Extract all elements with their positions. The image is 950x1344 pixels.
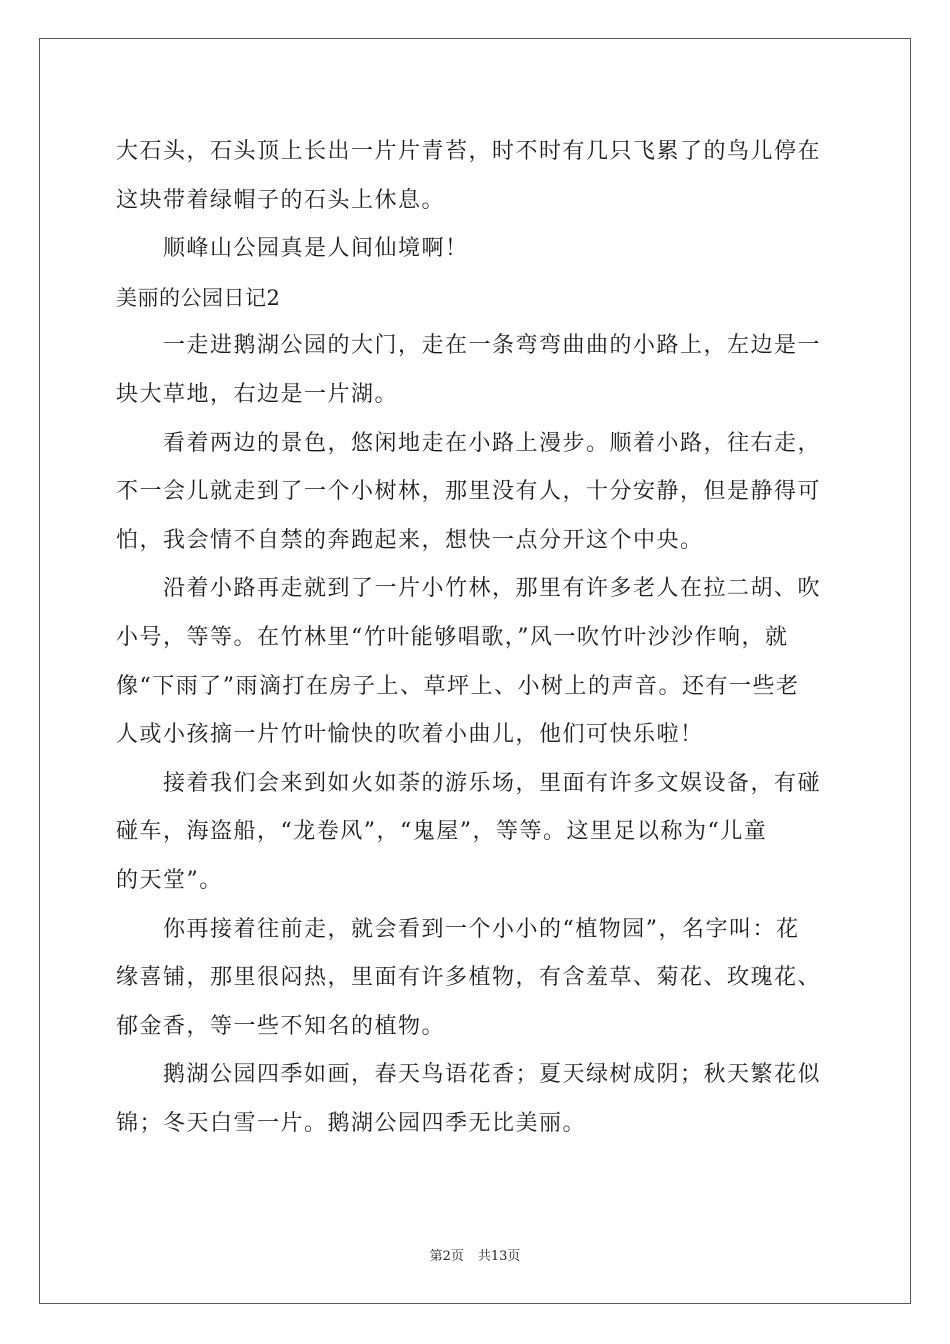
text-line: 接着我们会来到如火如荼的游乐场，里面有许多文娱设备，有碰 (163, 770, 822, 796)
document-body (116, 128, 836, 1148)
text-line: 一走进鹅湖公园的大门，走在一条弯弯曲曲的小路上，左边是一 (163, 333, 822, 359)
page-number: 第2页 (429, 1249, 464, 1264)
text-line: 鹅湖公园四季如画，春天鸟语花香；夏天绿树成阴；秋天繁花似 (163, 1062, 822, 1088)
section-heading: 美丽的公园日记2 (116, 285, 281, 310)
text-line: 块大草地，右边是一片湖。 (116, 381, 399, 407)
text-line: 大石头，石头顶上长出一片片青苔，时不时有几只飞累了的鸟儿停在 (116, 139, 822, 164)
text-line: 小号，等等。在竹林里“竹叶能够唱歌，”风一吹竹叶沙沙作响，就 (116, 624, 789, 650)
text-line: 怕，我会情不自禁的奔跑起来，想快一点分开这个中央。 (116, 527, 704, 553)
text-line: 像“下雨了”雨滴打在房子上、草坪上、小树上的声音。还有一些老 (116, 673, 800, 699)
text-line: 缘喜铺，那里很闷热，里面有许多植物，有含羞草、菊花、玫瑰花、 (116, 965, 822, 991)
text-line: 不一会儿就走到了一个小树林，那里没有人，十分安静，但是静得可 (116, 479, 822, 505)
text-line: 这块带着绿帽子的石头上休息。 (116, 187, 446, 213)
text-line: 碰车，海盗船，“龙卷风”，“鬼屋”，等等。这里足以称为“儿童 (116, 819, 768, 845)
page-total: 共13页 (477, 1249, 521, 1264)
text-line: 郁金香，等一些不知名的植物。 (116, 1013, 446, 1039)
text-line: 顺峰山公园真是人间仙境啊！ (163, 236, 469, 262)
text-line: 你再接着往前走，就会看到一个小小的“植物园”，名字叫：花 (163, 916, 800, 942)
page-footer (0, 1245, 950, 1264)
text-line: 人或小孩摘一片竹叶愉快的吹着小曲儿，他们可快乐啦！ (116, 722, 704, 748)
text-line: 锦；冬天白雪一片。鹅湖公园四季无比美丽。 (116, 1110, 587, 1136)
text-line: 看着两边的景色，悠闲地走在小路上漫步。顺着小路，往右走， (163, 430, 822, 456)
text-line: 的天堂”。 (116, 867, 223, 893)
text-line: 沿着小路再走就到了一片小竹林，那里有许多老人在拉二胡、吹 (163, 576, 822, 602)
